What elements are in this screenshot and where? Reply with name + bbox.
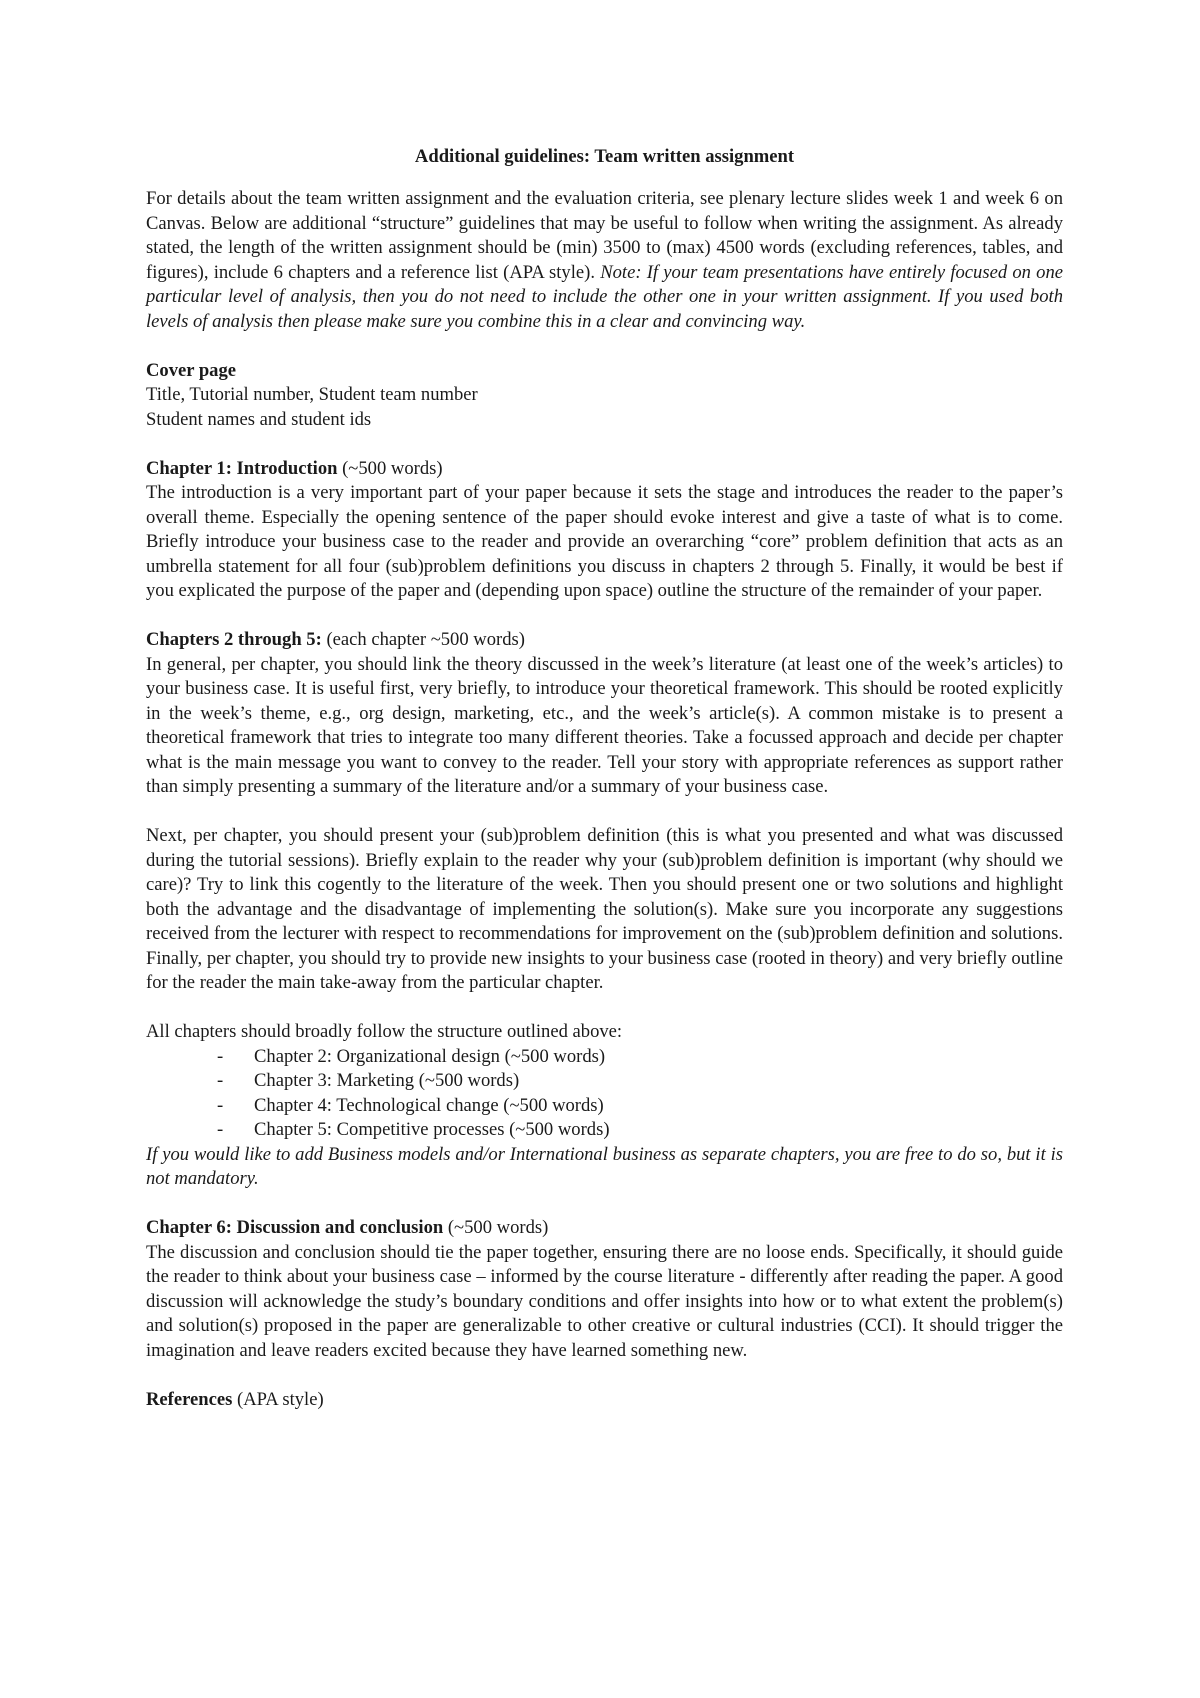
intro-note: Note: If your team presentations have entirely focused on one particular level of analysis, then you do not need to include the other one in your written assignment. If you used both levels of analysis then please make sure you combine this in a clear and convincing way. (146, 261, 1063, 332)
cover-page-section (146, 359, 1063, 433)
page-title: Additional guidelines: Team written assignment (414, 146, 795, 167)
chapters-2-5-section (146, 628, 1063, 1192)
cover-page-line-2: Student names and student ids (146, 408, 372, 430)
cover-page-heading: Cover page (146, 359, 237, 381)
references-style: (APA style) (232, 1388, 324, 1410)
chapters-2-5-paragraph-2: Next, per chapter, you should present your (sub)problem definition (this is what you presented and what was discussed during the tutorial sessions). Briefly explain to the reader why your (sub)problem definition is important (why should we care)? Try to link this cogently to the literature of the week. Then you should present one or two solutions and highlight both the advantage and the disadvantage of implementing the solution(s). Make sure you incorporate any suggestions received from the lecturer with respect to recommendations for improvement on the (sub)problem definition and solutions. Finally, per chapter, you should try to provide new insights to your business case (rooted in theory) and very briefly outline for the reader the main take-away from the particular chapter. (146, 825, 1063, 993)
chapter-1-word-count: (~500 words) (337, 457, 443, 479)
chapter-1-section (146, 457, 1063, 604)
list-item: - Chapter 2: Organizational design (~500 words) (217, 1045, 1063, 1070)
list-item: - Chapter 3: Marketing (~500 words) (217, 1069, 1063, 1094)
chapter-1-heading: Chapter 1: Introduction (146, 457, 338, 479)
intro-paragraph (146, 187, 1063, 334)
list-item: - Chapter 5: Competitive processes (~500 words) (217, 1118, 1063, 1143)
chapter-6-word-count: (~500 words) (443, 1217, 549, 1238)
chapters-2-5-word-count: (each chapter ~500 words) (321, 629, 525, 650)
cover-page-line-1: Title, Tutorial number, Student team number (146, 384, 478, 405)
chapter-list (146, 1045, 1063, 1143)
list-item: - Chapter 4: Technological change (~500 words) (217, 1094, 1063, 1119)
chapter-6-heading: Chapter 6: Discussion and conclusion (146, 1217, 444, 1238)
chapters-2-5-heading: Chapters 2 through 5: (146, 629, 322, 650)
chapter-6-section (146, 1216, 1063, 1363)
chapter-list-intro: All chapters should broadly follow the structure outlined above: (146, 1021, 623, 1042)
chapter-6-text: The discussion and conclusion should tie the paper together, ensuring there are no loose ends. Specifically, it should guide the reader to think about your business case – informed by the course literature - differently after reading the paper. A good discussion will acknowledge the study’s boundary conditions and offer insights into how or to what extent the problem(s) and solution(s) proposed in the paper are generalizable to other creative or cultural industries (CCI). It should trigger the imagination and leave readers excited because they have learned something new. (146, 1241, 1063, 1361)
intro-text: For details about the team written assignment and the evaluation criteria, see plenary lecture slides week 1 and week 6 on Canvas. Below are additional “structure” guidelines that may be useful to follow when writing the assignment. As already stated, the length of the written assignment should be (min) 3500 to (max) 4500 words (excluding references, tables, and figures), include 6 chapters and a reference list (APA style). (146, 188, 1063, 283)
chapter-1-text: The introduction is a very important part of your paper because it sets the stage and introduces the reader to the paper’s overall theme. Especially the opening sentence of the paper should evoke interest and give a taste of what is to come. Briefly introduce your business case to the reader and provide an overarching “core” problem definition that acts as an umbrella statement for all four (sub)problem definitions you discuss in chapters 2 through 5. Finally, it would be best if you explicated the purpose of the paper and (depending upon space) outline the structure of the remainder of your paper. (146, 482, 1063, 601)
optional-chapters-note: If you would like to add Business models and/or International business as separate chapters, you are free to do so, but it is not mandatory. (146, 1143, 1063, 1189)
references-section (146, 1388, 1063, 1413)
chapters-2-5-paragraph-1: In general, per chapter, you should link the theory discussed in the week’s literature (at least one of the week’s articles) to your business case. It is useful first, very briefly, to introduce your theoretical framework. This should be rooted explicitly in the week’s theme, e.g., org design, marketing, etc., and the week’s article(s). A common mistake is to present a theoretical framework that tries to integrate too many different theories. Take a focussed approach and decide per chapter what is the main message you want to convey to the reader. Tell your story with appropriate references as support rather than simply presenting a summary of the literature and/or a summary of your business case. (146, 653, 1063, 797)
references-heading: References (146, 1388, 233, 1410)
